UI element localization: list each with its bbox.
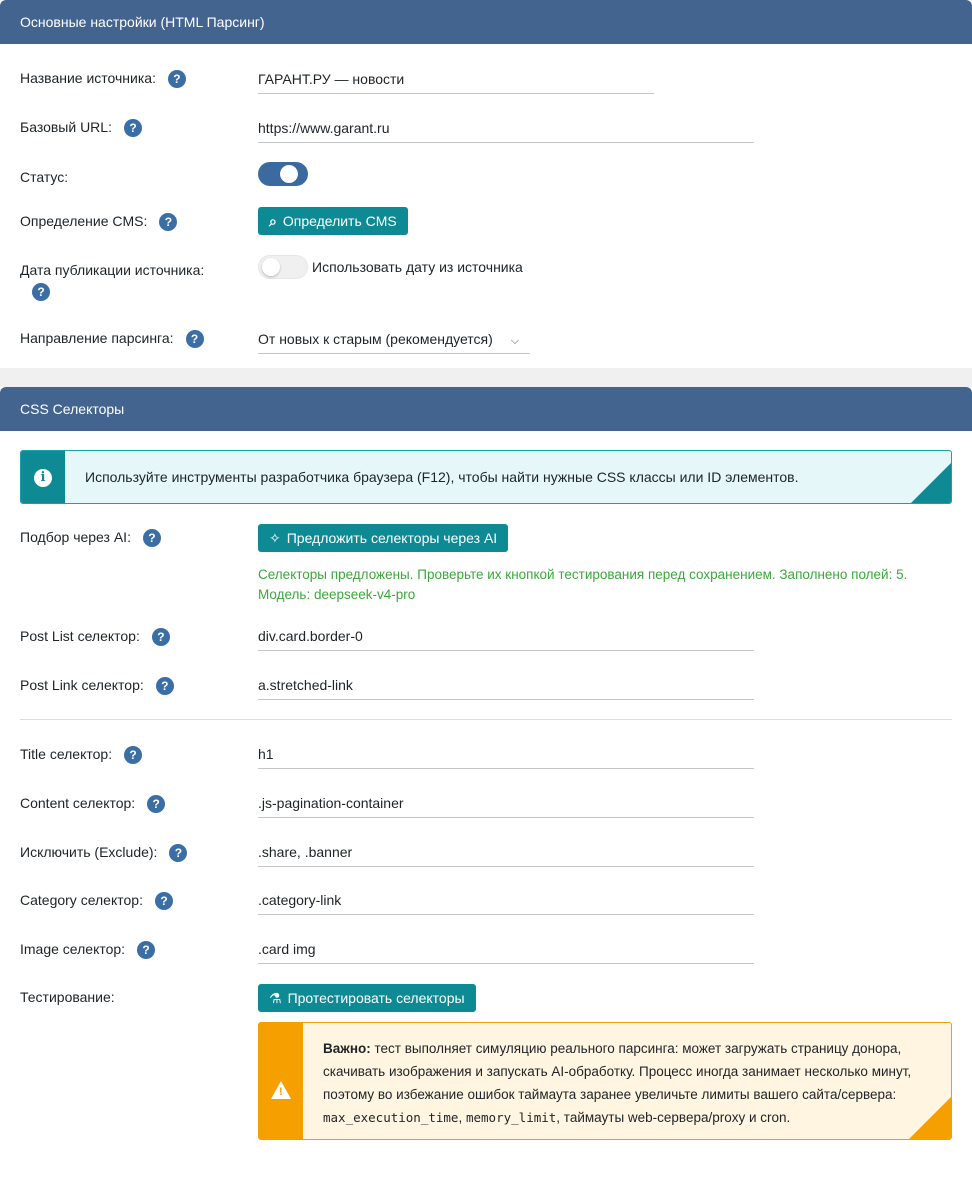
exclude-label-text: Исключить (Exclude): <box>20 844 158 860</box>
detect-cms-button[interactable] <box>258 207 408 235</box>
suggest-selectors-ai-button-label: Предложить селекторы через AI <box>286 530 498 546</box>
direction-select[interactable] <box>258 326 530 354</box>
help-icon[interactable]: ? <box>124 746 142 764</box>
base-url-input[interactable]: https://www.garant.ru <box>258 115 754 143</box>
exclude-input[interactable]: .share, .banner <box>258 839 754 867</box>
cms-label <box>20 213 177 231</box>
ai-note-line2: Модель: deepseek-v4-pro <box>258 587 416 602</box>
content-label <box>20 795 165 813</box>
post-list-input[interactable]: div.card.border-0 <box>258 623 754 651</box>
warning-code-max-execution-time: max_execution_time <box>323 1110 459 1125</box>
info-icon: i <box>34 469 52 487</box>
help-icon[interactable]: ? <box>155 892 173 910</box>
section-divider <box>20 719 952 720</box>
content-label-text: Content селектор: <box>20 795 136 811</box>
warning-box-corner <box>909 1097 951 1139</box>
warning-text-part2: , таймауты web-сервера/proxy и cron. <box>556 1110 791 1125</box>
warning-text <box>323 1037 933 1129</box>
help-icon[interactable]: ? <box>169 844 187 862</box>
info-box-corner <box>911 463 951 503</box>
flask-icon: ⚗ <box>269 990 282 1006</box>
toggle-knob <box>262 258 280 276</box>
post-link-label <box>20 677 174 695</box>
warning-icon-mark: ! <box>279 1086 283 1098</box>
direction-label-text: Направление парсинга: <box>20 330 174 346</box>
help-icon[interactable]: ? <box>186 330 204 348</box>
info-box-side <box>21 451 65 504</box>
post-link-input[interactable]: a.stretched-link <box>258 672 754 700</box>
base-url-label <box>20 119 142 137</box>
base-url-label-text: Базовый URL: <box>20 119 112 135</box>
ai-note <box>258 565 907 605</box>
help-icon[interactable]: ? <box>32 283 50 301</box>
basic-settings-header: Основные настройки (HTML Парсинг) <box>0 0 972 44</box>
post-link-label-text: Post Link селектор: <box>20 677 144 693</box>
category-input[interactable]: .category-link <box>258 887 754 915</box>
post-list-label-text: Post List селектор: <box>20 628 140 644</box>
wand-icon: ✧ <box>269 530 281 546</box>
warning-code-memory-limit: memory_limit <box>465 1110 557 1125</box>
css-selectors-panel <box>0 387 972 1200</box>
help-icon[interactable]: ? <box>143 529 161 547</box>
warning-bold: Важно: <box>323 1041 371 1056</box>
info-box <box>20 450 952 504</box>
source-name-label <box>20 70 186 88</box>
image-input[interactable]: .card img <box>258 936 754 964</box>
warning-box-side <box>259 1023 303 1140</box>
testing-label: Тестирование: <box>20 989 115 1005</box>
detect-cms-button-label: Определить CMS <box>282 213 397 229</box>
pub-date-toggle[interactable] <box>258 255 308 279</box>
ai-note-line1: Селекторы предложены. Проверьте их кнопкой тестирования перед сохранением. Заполнено полей: 5. <box>258 567 908 582</box>
category-label <box>20 892 173 910</box>
title-input[interactable]: h1 <box>258 741 754 769</box>
cms-label-text: Определение CMS: <box>20 213 148 229</box>
warning-text-part1: тест выполняет симуляцию реального парсинга: может загружать страницу донора, скачивать изображения и запускать AI-обработку. Процесс иногда занимает несколько минут, поэтому во избежание ошибок таймаута заранее увеличьте лимиты вашего сайта/сервера: <box>323 1041 912 1102</box>
source-name-input[interactable]: ГАРАНТ.РУ — новости <box>258 66 654 94</box>
toggle-knob <box>280 165 298 183</box>
help-icon[interactable]: ? <box>152 628 170 646</box>
direction-label <box>20 330 204 348</box>
content-input[interactable]: .js-pagination-container <box>258 790 754 818</box>
category-label-text: Category селектор: <box>20 892 143 908</box>
help-icon[interactable]: ? <box>147 795 165 813</box>
help-icon[interactable]: ? <box>156 677 174 695</box>
exclude-label <box>20 844 187 862</box>
warning-box <box>258 1022 952 1140</box>
title-label <box>20 746 142 764</box>
basic-settings-panel <box>0 0 972 368</box>
warning-separator: , <box>458 1110 466 1125</box>
status-toggle[interactable] <box>258 162 308 186</box>
post-list-label <box>20 628 170 646</box>
direction-select-value: От новых к старым (рекомендуется) <box>258 331 493 347</box>
suggest-selectors-ai-button[interactable] <box>258 524 508 552</box>
title-label-text: Title селектор: <box>20 746 113 762</box>
status-label: Статус: <box>20 169 69 185</box>
css-selectors-header: CSS Селекторы <box>0 387 972 431</box>
image-label <box>20 941 155 959</box>
ai-label <box>20 529 161 547</box>
ai-label-text: Подбор через AI: <box>20 529 131 545</box>
help-icon[interactable]: ? <box>124 119 142 137</box>
search-icon: ⌕ <box>269 213 277 229</box>
image-label-text: Image селектор: <box>20 941 126 957</box>
help-icon[interactable]: ? <box>168 70 186 88</box>
pub-date-toggle-text: Использовать дату из источника <box>312 259 523 275</box>
info-text: Используйте инструменты разработчика браузера (F12), чтобы найти нужные CSS классы или ID элементов. <box>85 469 799 485</box>
source-name-label-text: Название источника: <box>20 70 156 86</box>
help-icon[interactable]: ? <box>137 941 155 959</box>
chevron-down-icon: ⌵ <box>510 335 520 347</box>
test-selectors-button-label: Протестировать селекторы <box>287 990 465 1006</box>
pub-date-label: Дата публикации источника: <box>20 262 205 278</box>
test-selectors-button[interactable] <box>258 984 476 1012</box>
help-icon[interactable]: ? <box>159 213 177 231</box>
